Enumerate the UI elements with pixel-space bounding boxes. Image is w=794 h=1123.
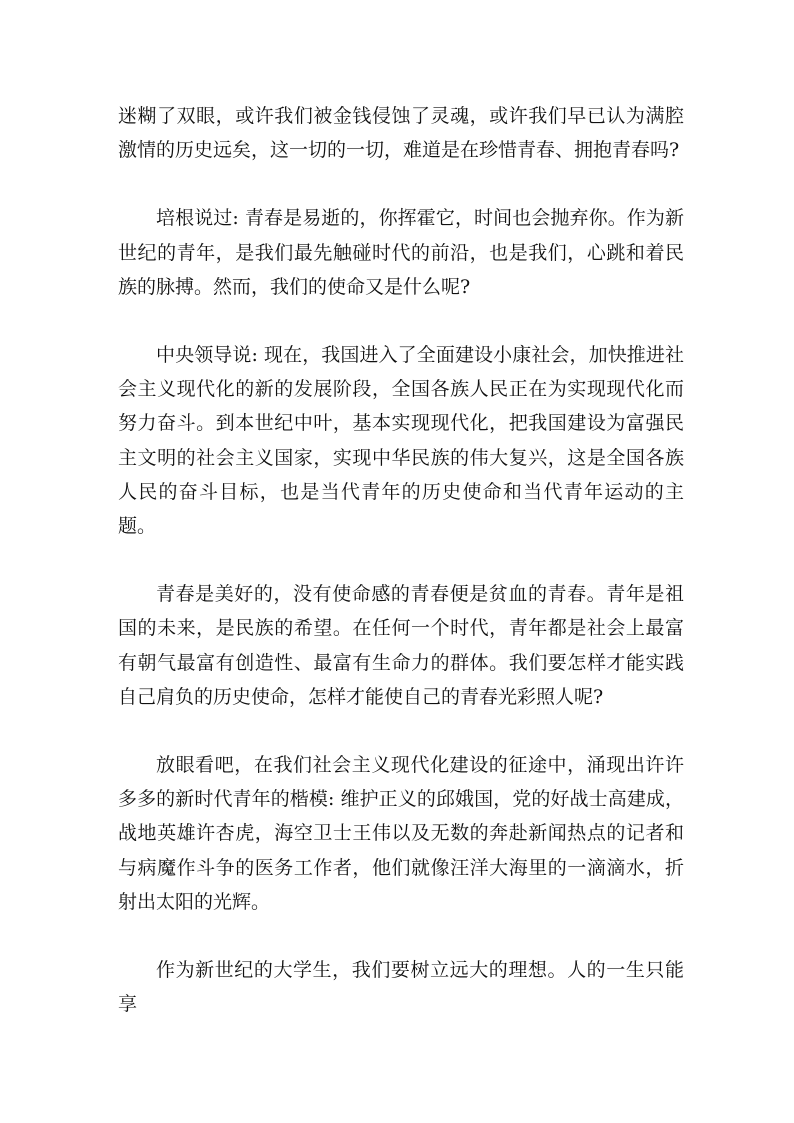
paragraph-4: 青春是美好的，没有使命感的青春便是贫血的青春。青年是祖国的未来，是民族的希望。在任何一个时代，青年都是社会上最富有朝气最富有创造性、最富有生命力的群体。我们要怎样才能实践自己肩负的历史使命，怎样才能使自己的青春光彩照人呢? (118, 583, 684, 708)
paragraph-3: 中央领导说: 现在，我国进入了全面建设小康社会，加快推进社会主义现代化的新的发展阶段，全国各族人民正在为实现现代化而努力奋斗。到本世纪中叶，基本实现现代化，把我国建设为富强民主文明的社会主义国家，实现中华民族的伟大复兴，这是全国各族人民的奋斗目标，也是当代青年的历史使命和当代青年运动的主题。 (118, 344, 684, 538)
paragraph-6: 作为新世纪的大学生，我们要树立远大的理想。人的一生只能享 (118, 959, 684, 1016)
paragraph-2: 培根说过: 青春是易逝的，你挥霍它，时间也会抛弃你。作为新世纪的青年，是我们最先触碰时代的前沿，也是我们，心跳和着民族的脉搏。然而，我们的使命又是什么呢? (118, 207, 684, 298)
paragraph-5: 放眼看吧，在我们社会主义现代化建设的征途中，涌现出许许多多的新时代青年的楷模: 维护正义的邱娥国，党的好战士高建成，战地英雄许杏虎，海空卫士王伟以及无数的奔赴新闻热点的记者和与病魔作斗争的医务工作者，他们就像汪洋大海里的一滴滴水，折射出太阳的光辉。 (118, 754, 684, 913)
paragraph-1: 迷糊了双眼，或许我们被金钱侵蚀了灵魂，或许我们早已认为满腔激情的历史远矣，这一切的一切，难道是在珍惜青春、拥抱青春吗? (118, 105, 684, 162)
document-body (118, 99, 684, 1021)
